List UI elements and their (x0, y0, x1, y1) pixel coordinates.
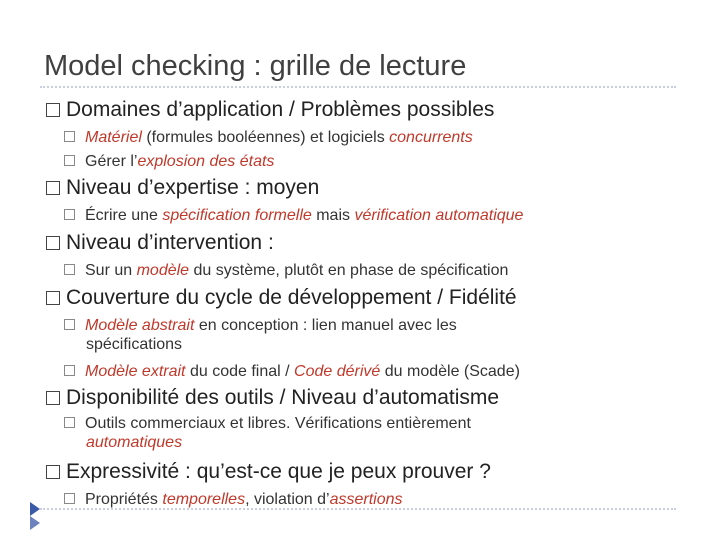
item-specification (64, 206, 523, 225)
emphasis-text: Modèle abstrait (85, 317, 195, 334)
section-disponibilite (46, 386, 499, 410)
bullet-box-icon (46, 181, 60, 195)
item-text: du code final / (185, 363, 295, 380)
section-heading: Expressivité : qu’est-ce que je peux prouver ? (66, 460, 491, 483)
item-text: en conception : lien manuel avec les (194, 317, 457, 334)
section-expressivite (46, 460, 491, 484)
emphasis-text: vérification automatique (354, 207, 524, 224)
bullet-box-icon (64, 264, 75, 275)
bullet-box-icon (46, 465, 60, 479)
section-heading: Niveau d’expertise : moyen (66, 176, 320, 199)
emphasis-text: concurrents (389, 129, 473, 146)
section-domaines (46, 98, 494, 122)
bullet-box-icon (64, 131, 75, 142)
corner-arrow-icon (30, 516, 40, 530)
bullet-box-icon (64, 365, 75, 376)
item-modele (64, 261, 508, 280)
item-materiel (64, 128, 473, 147)
section-heading: Niveau d’intervention : (66, 231, 274, 254)
emphasis-text: modèle (136, 262, 190, 279)
item-text: Propriétés (85, 491, 163, 508)
bullet-box-icon (64, 493, 75, 504)
emphasis-text: Modèle extrait (85, 363, 186, 380)
bullet-box-icon (46, 291, 60, 305)
slide-title: Model checking : grille de lecture (44, 50, 467, 82)
item-modele-abstrait (64, 316, 457, 354)
corner-arrow-icon (30, 502, 40, 516)
section-intervention (46, 231, 274, 255)
item-text: Gérer l’ (85, 153, 138, 170)
title-divider (40, 86, 676, 88)
item-text: Sur un (85, 262, 137, 279)
section-couverture (46, 286, 517, 310)
emphasis-text: temporelles (162, 491, 246, 508)
emphasis-text: assertions (329, 491, 403, 508)
item-explosion (64, 152, 274, 171)
bullet-box-icon (64, 319, 75, 330)
bullet-box-icon (46, 103, 60, 117)
item-text: Écrire une (85, 207, 163, 224)
bullet-box-icon (64, 155, 75, 166)
emphasis-text: explosion des états (137, 153, 275, 170)
section-heading: Couverture du cycle de développement / Fidélité (66, 286, 517, 309)
bullet-box-icon (64, 417, 75, 428)
emphasis-text: Code dérivé (294, 363, 381, 380)
item-text: Outils commerciaux et libres. Vérifications entièrement (85, 415, 471, 432)
bullet-box-icon (46, 236, 60, 250)
emphasis-text: Matériel (85, 129, 142, 146)
item-text: , violation d’ (245, 491, 330, 508)
item-text: du système, plutôt en phase de spécification (189, 262, 509, 279)
emphasis-text-continuation: automatiques (86, 434, 183, 451)
item-proprietes (64, 490, 403, 509)
item-text: du modèle (Scade) (380, 363, 520, 380)
emphasis-text: spécification formelle (162, 207, 312, 224)
item-outils (64, 414, 471, 452)
item-text: (formules booléennes) et logiciels (141, 129, 390, 146)
item-modele-extrait (64, 362, 520, 381)
bullet-box-icon (64, 209, 75, 220)
section-heading: Disponibilité des outils / Niveau d’automatisme (66, 386, 500, 409)
section-expertise (46, 176, 319, 200)
bullet-box-icon (46, 391, 60, 405)
item-text-continuation: spécifications (86, 336, 183, 353)
item-text: mais (311, 207, 355, 224)
footer-divider (40, 508, 676, 510)
section-heading: Domaines d’application / Problèmes possibles (66, 98, 495, 121)
